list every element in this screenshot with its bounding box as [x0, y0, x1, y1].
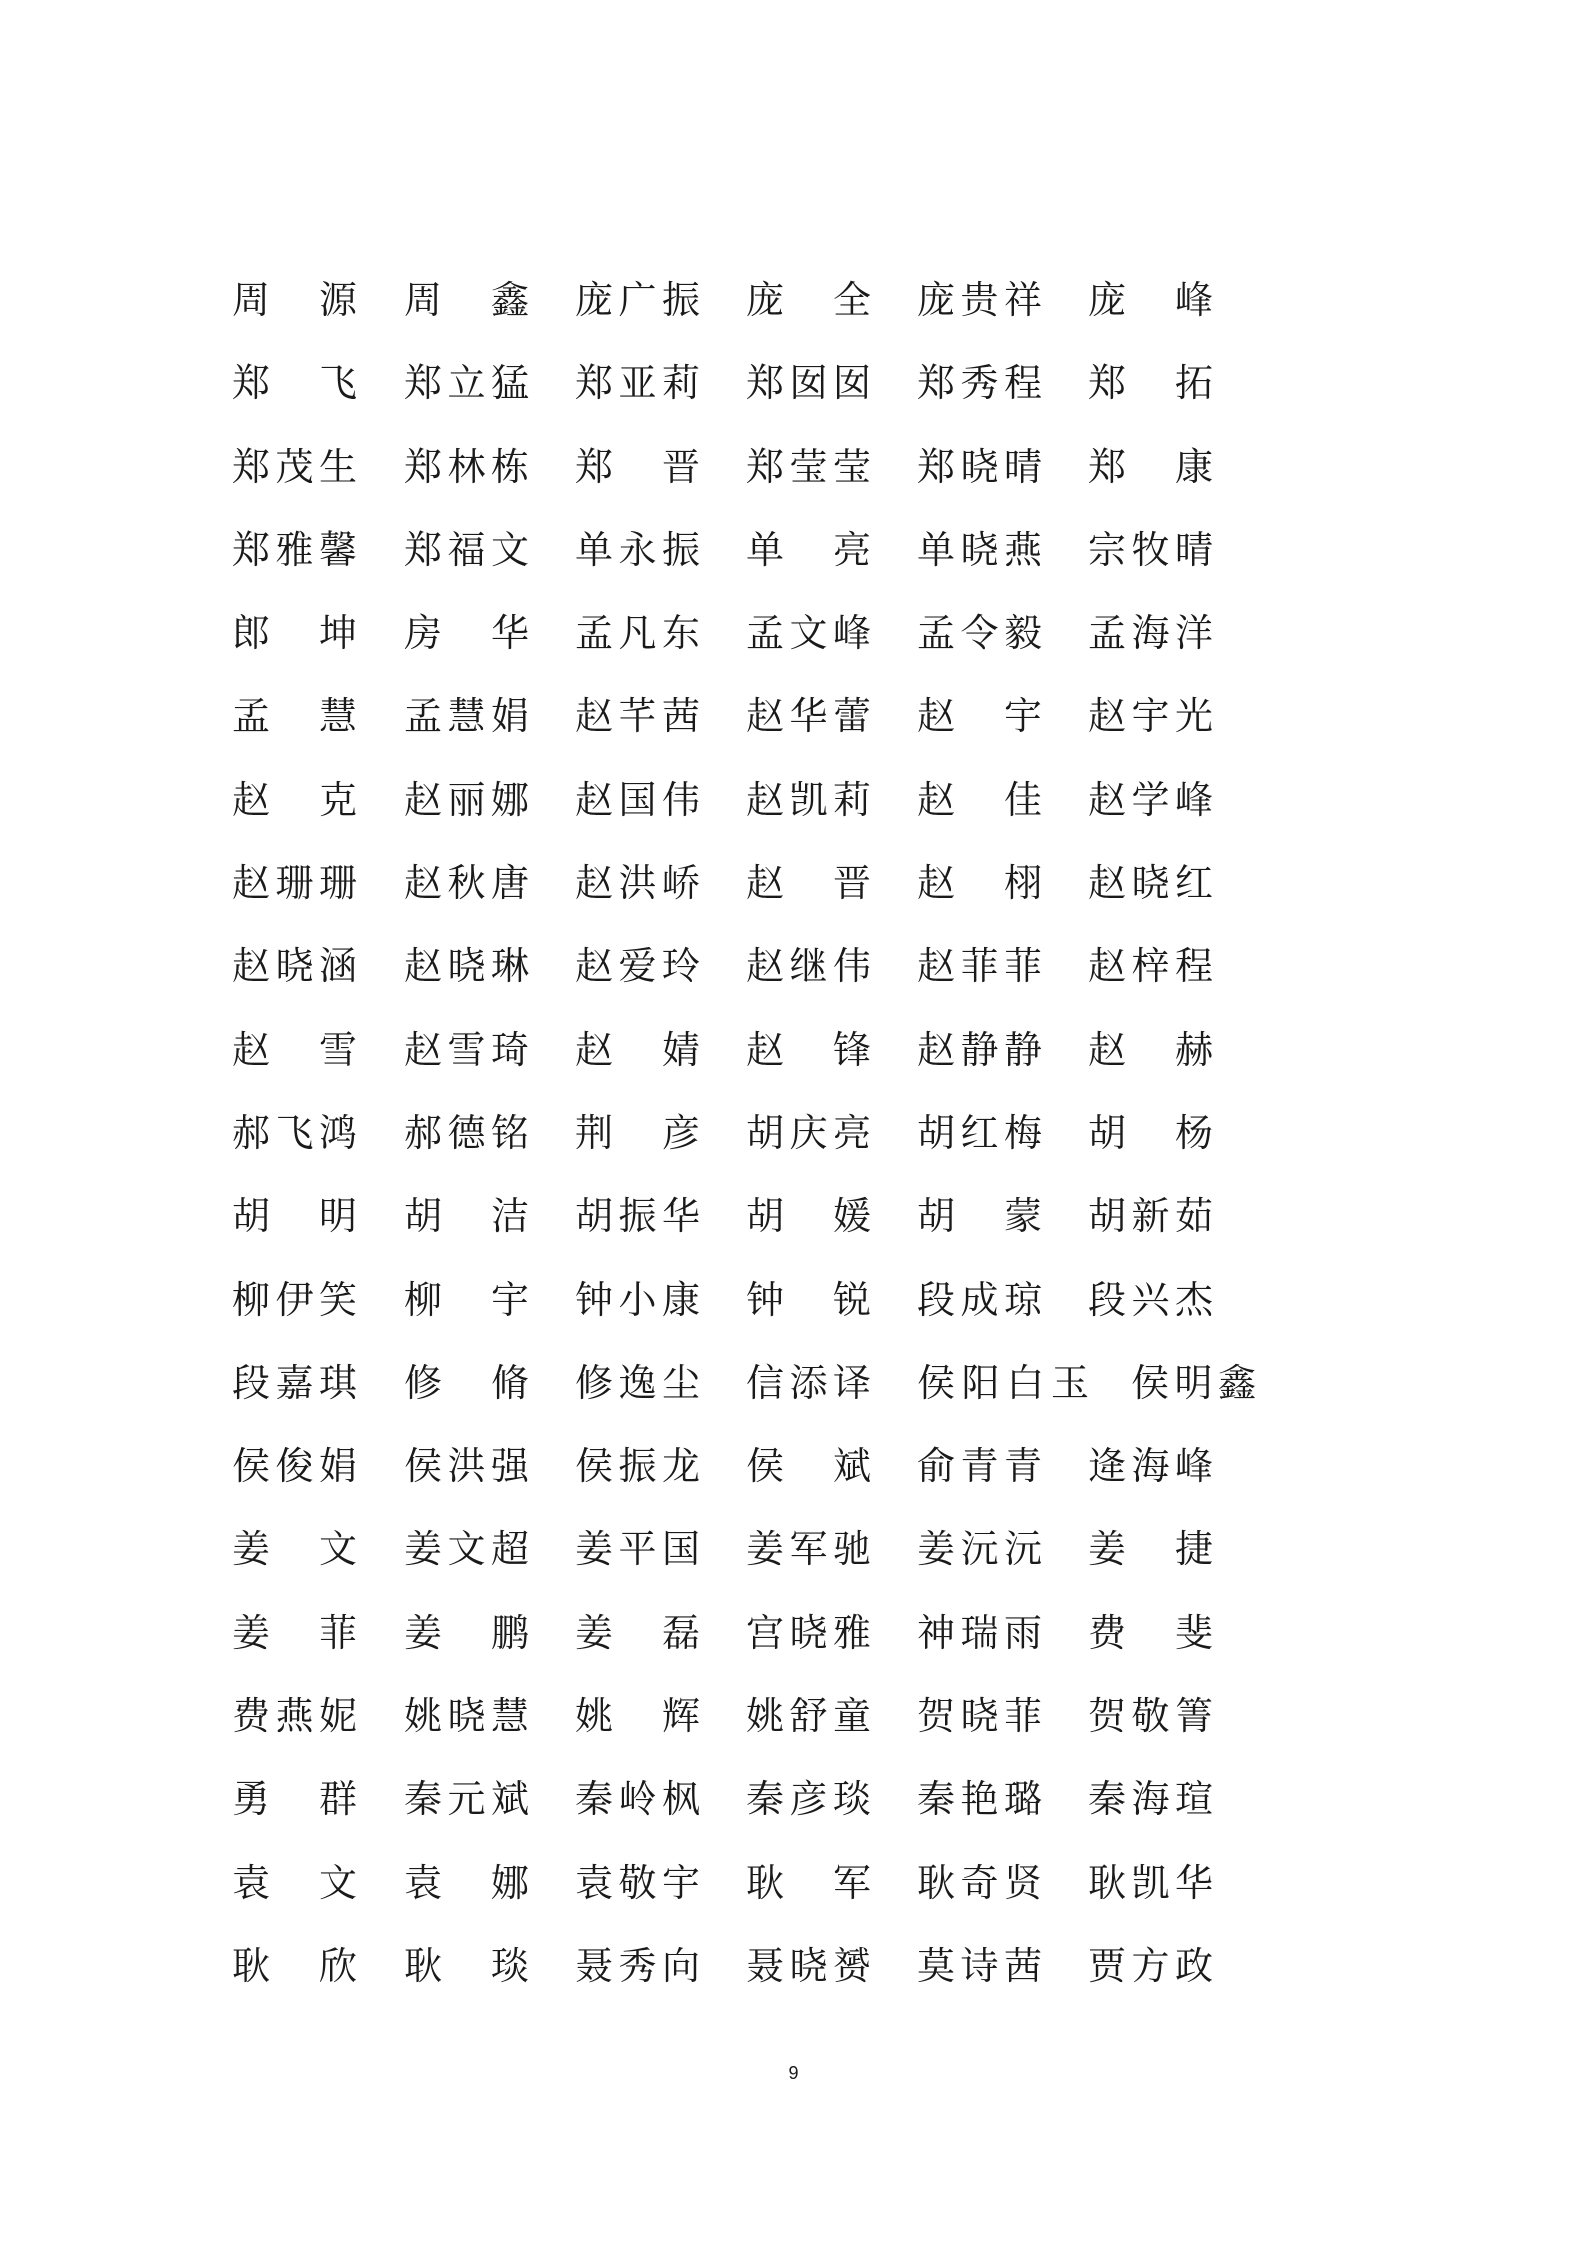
name-cell: 胡 洁	[404, 1194, 529, 1239]
name-cell: 郑 福 文	[404, 527, 529, 572]
name-row	[232, 1769, 1312, 1852]
name-cell: 赵 雪	[232, 1027, 357, 1072]
name-cell: 赵 梓 程	[1088, 944, 1213, 989]
name-cell: 赵 凯 莉	[746, 777, 871, 822]
name-cell: 姜 文 超	[404, 1527, 529, 1572]
name-cell: 郑 囡 囡	[746, 361, 871, 406]
name-cell: 秦 岭 枫	[575, 1777, 700, 1822]
name-cell: 赵 国 伟	[575, 777, 700, 822]
name-cell: 柳 宇	[404, 1277, 529, 1322]
name-cell: 赵 爱 玲	[575, 944, 700, 989]
name-cell: 郝 德 铭	[404, 1110, 529, 1155]
name-cell: 耿 欣	[232, 1943, 357, 1988]
name-cell: 赵 克	[232, 777, 357, 822]
name-cell: 赵 雪 琦	[404, 1027, 529, 1072]
name-cell: 周 源	[232, 278, 357, 322]
name-cell: 聂 晓 赟	[746, 1943, 871, 1988]
name-cell: 胡 新 茹	[1088, 1194, 1213, 1239]
name-cell: 段 成 琼	[917, 1277, 1042, 1322]
name-cell: 侯 振 龙	[575, 1444, 700, 1489]
name-cell: 赵 晓 琳	[404, 944, 529, 989]
name-cell: 修 脩	[404, 1360, 529, 1405]
name-cell: 孟 慧 娟	[404, 694, 529, 739]
name-cell: 庞 峰	[1088, 278, 1213, 322]
name-cell: 钟 锐	[746, 1277, 871, 1322]
name-cell: 赵 锋	[746, 1027, 871, 1072]
name-cell: 单 亮	[746, 527, 871, 572]
name-cell: 赵 华 蕾	[746, 694, 871, 739]
name-cell: 姜 军 驰	[746, 1527, 871, 1572]
name-cell: 赵 继 伟	[746, 944, 871, 989]
name-cell: 赵 丽 娜	[404, 777, 529, 822]
name-cell: 姜 鹏	[404, 1610, 529, 1655]
name-cell: 孟 凡 东	[575, 611, 700, 656]
name-cell: 钟 小 康	[575, 1277, 700, 1322]
name-cell: 费 斐	[1088, 1610, 1213, 1655]
name-cell: 宗 牧 晴	[1088, 527, 1213, 572]
name-row	[232, 1436, 1312, 1519]
name-cell: 赵 秋 唐	[404, 861, 529, 906]
name-cell: 郑 林 栋	[404, 444, 529, 489]
name-cell: 郑 雅 馨	[232, 527, 357, 572]
name-cell: 姚 辉	[575, 1694, 700, 1739]
name-cell: 郑 莹 莹	[746, 444, 871, 489]
name-row	[232, 1353, 1312, 1436]
name-cell: 庞 贵 祥	[917, 278, 1042, 322]
name-cell: 单 晓 燕	[917, 527, 1042, 572]
name-cell: 逄 海 峰	[1088, 1444, 1213, 1489]
name-row	[232, 936, 1312, 1019]
name-cell: 赵 菲 菲	[917, 944, 1042, 989]
name-cell: 段 兴 杰	[1088, 1277, 1213, 1322]
name-cell: 莫 诗 茜	[917, 1943, 1042, 1988]
name-cell: 秦 海 瑄	[1088, 1777, 1213, 1822]
name-cell: 赵 栩	[917, 861, 1042, 906]
name-row	[232, 437, 1312, 520]
name-cell: 姜 菲	[232, 1610, 357, 1655]
name-cell: 赵 洪 峤	[575, 861, 700, 906]
names-grid	[232, 270, 1312, 2019]
name-cell: 郝 飞 鸿	[232, 1110, 357, 1155]
name-cell: 胡 庆 亮	[746, 1110, 871, 1155]
name-cell: 赵 赫	[1088, 1027, 1213, 1072]
name-cell: 贾 方 政	[1088, 1943, 1213, 1988]
name-cell: 郑 晋	[575, 444, 700, 489]
name-cell: 秦 元 斌	[404, 1777, 529, 1822]
name-cell: 秦 彦 琰	[746, 1777, 871, 1822]
name-cell: 袁 文	[232, 1860, 357, 1905]
name-cell: 赵 宇	[917, 694, 1042, 739]
name-cell: 胡 媛	[746, 1194, 871, 1239]
name-cell: 郑 茂 生	[232, 444, 357, 489]
name-cell: 单 永 振	[575, 527, 700, 572]
name-cell: 姜 捷	[1088, 1527, 1213, 1572]
name-row	[232, 1519, 1312, 1602]
name-cell: 赵 学 峰	[1088, 777, 1213, 822]
name-cell: 孟 文 峰	[746, 611, 871, 656]
name-cell: 聂 秀 向	[575, 1943, 700, 1988]
name-cell: 侯 洪 强	[404, 1444, 529, 1489]
name-row	[232, 270, 1312, 353]
name-cell: 郑 秀 程	[917, 361, 1042, 406]
name-cell: 赵 静 静	[917, 1027, 1042, 1072]
name-cell: 侯 斌	[746, 1444, 871, 1489]
name-cell: 耿 奇 贤	[917, 1860, 1042, 1905]
name-cell: 侯 阳 白 玉	[917, 1360, 1089, 1405]
name-cell: 俞 青 青	[917, 1444, 1042, 1489]
name-cell: 神 瑞 雨	[917, 1610, 1042, 1655]
name-cell: 赵 婧	[575, 1027, 700, 1072]
name-row	[232, 1853, 1312, 1936]
name-cell: 孟 慧	[232, 694, 357, 739]
name-cell: 赵 宇 光	[1088, 694, 1213, 739]
name-cell: 赵 晓 红	[1088, 861, 1213, 906]
name-row	[232, 1936, 1312, 2019]
name-cell: 袁 敬 宇	[575, 1860, 700, 1905]
name-row	[232, 1603, 1312, 1686]
name-cell: 赵 珊 珊	[232, 861, 357, 906]
name-cell: 侯 俊 娟	[232, 1444, 357, 1489]
name-cell: 郑 拓	[1088, 361, 1213, 406]
name-cell: 信 添 译	[746, 1360, 871, 1405]
name-cell: 周 鑫	[404, 278, 529, 322]
name-cell: 庞 广 振	[575, 278, 700, 322]
name-row	[232, 603, 1312, 686]
name-cell: 郑 飞	[232, 361, 357, 406]
name-cell: 郑 立 猛	[404, 361, 529, 406]
name-cell: 耿 军	[746, 1860, 871, 1905]
name-cell: 姜 磊	[575, 1610, 700, 1655]
name-cell: 姜 平 国	[575, 1527, 700, 1572]
name-cell: 耿 凯 华	[1088, 1860, 1213, 1905]
name-cell: 房 华	[404, 611, 529, 656]
name-cell: 胡 蒙	[917, 1194, 1042, 1239]
page-number: 9	[788, 2063, 799, 2083]
name-cell: 费 燕 妮	[232, 1694, 357, 1739]
name-row	[232, 1186, 1312, 1269]
name-cell: 荆 彦	[575, 1110, 700, 1155]
name-cell: 赵 晋	[746, 861, 871, 906]
name-cell: 胡 杨	[1088, 1110, 1213, 1155]
name-cell: 胡 振 华	[575, 1194, 700, 1239]
name-cell: 姚 舒 童	[746, 1694, 871, 1739]
name-row	[232, 1686, 1312, 1769]
name-cell: 贺 敬 箐	[1088, 1694, 1213, 1739]
name-row	[232, 520, 1312, 603]
name-cell: 庞 全	[746, 278, 871, 322]
name-cell: 赵 佳	[917, 777, 1042, 822]
name-cell: 秦 艳 璐	[917, 1777, 1042, 1822]
name-row	[232, 1020, 1312, 1103]
name-cell: 孟 令 毅	[917, 611, 1042, 656]
name-row	[232, 353, 1312, 436]
name-cell: 姜 沅 沅	[917, 1527, 1042, 1572]
name-cell: 袁 娜	[404, 1860, 529, 1905]
name-row	[232, 1270, 1312, 1353]
name-cell: 赵 芊 茜	[575, 694, 700, 739]
name-cell: 宫 晓 雅	[746, 1610, 871, 1655]
name-cell: 勇 群	[232, 1777, 357, 1822]
name-cell: 段 嘉 琪	[232, 1360, 357, 1405]
name-cell: 贺 晓 菲	[917, 1694, 1042, 1739]
name-cell: 胡 明	[232, 1194, 357, 1239]
name-cell: 耿 琰	[404, 1943, 529, 1988]
name-cell: 郑 晓 晴	[917, 444, 1042, 489]
name-row	[232, 853, 1312, 936]
name-cell: 侯 明 鑫	[1131, 1360, 1256, 1405]
name-cell: 郑 康	[1088, 444, 1213, 489]
name-cell: 姜 文	[232, 1527, 357, 1572]
name-row	[232, 1103, 1312, 1186]
name-cell: 柳 伊 笑	[232, 1277, 357, 1322]
name-cell: 孟 海 洋	[1088, 611, 1213, 656]
name-row	[232, 686, 1312, 769]
name-cell: 郎 坤	[232, 611, 357, 656]
name-cell: 胡 红 梅	[917, 1110, 1042, 1155]
name-cell: 郑 亚 莉	[575, 361, 700, 406]
name-cell: 修 逸 尘	[575, 1360, 700, 1405]
name-row	[232, 770, 1312, 853]
name-cell: 赵 晓 涵	[232, 944, 357, 989]
name-cell: 姚 晓 慧	[404, 1694, 529, 1739]
